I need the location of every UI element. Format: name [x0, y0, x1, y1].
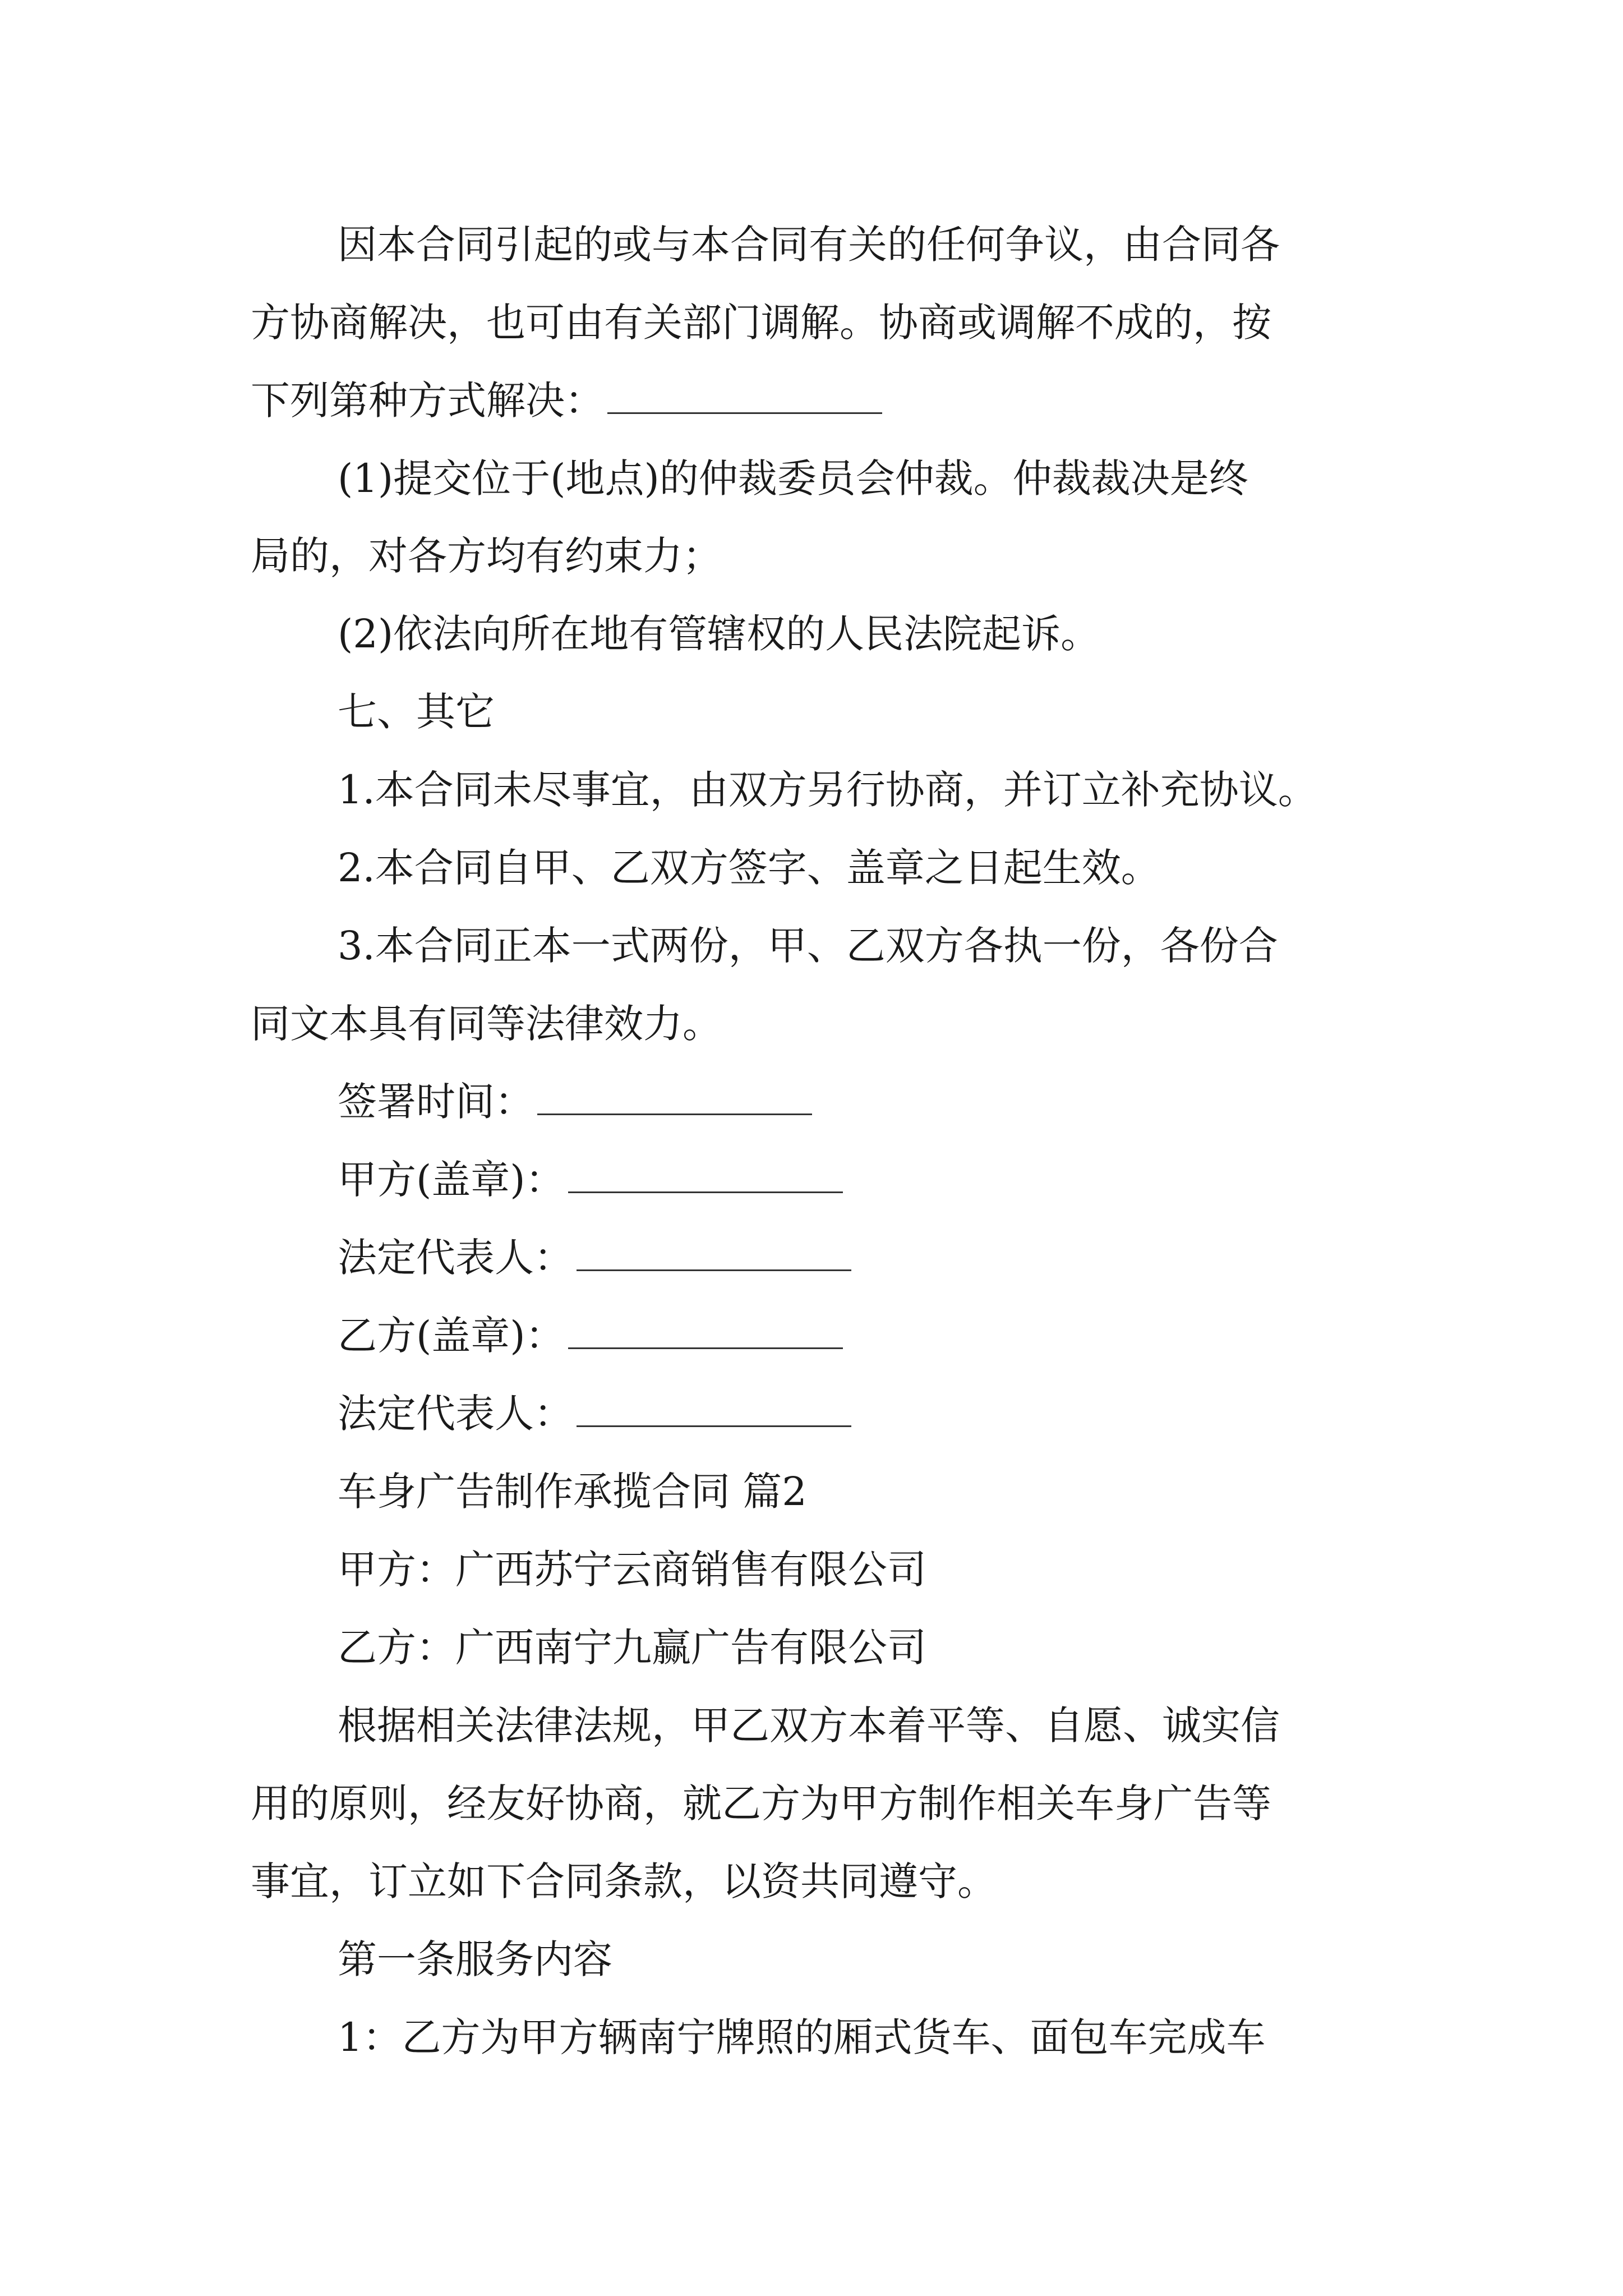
paragraph-line-with-blank: [251, 375, 882, 426]
paragraph-text: (2)依法向所在地有管辖权的人民法院起诉。: [338, 611, 1100, 657]
fill-in-blank: [577, 1419, 851, 1427]
paragraph-text: 因本合同引起的或与本合同有关的任何争议，由合同各: [338, 222, 1280, 268]
fill-in-blank: [607, 406, 882, 414]
party-b: 乙方：广西南宁九赢广告有限公司: [338, 1625, 926, 1671]
section-title: 车身广告制作承揽合同 篇2: [338, 1469, 807, 1515]
section-heading: 七、其它: [338, 689, 495, 735]
fill-in-blank: [577, 1263, 851, 1271]
paragraph-text: 方协商解决，也可由有关部门调解。协商或调解不成的，按: [251, 300, 1271, 346]
party-a-rep-label: 法定代表人：: [338, 1235, 573, 1281]
party-a-seal-line: [338, 1154, 843, 1205]
fill-in-blank: [537, 1107, 812, 1115]
list-item: 2.本合同自甲、乙双方签字、盖章之日起生效。: [338, 845, 1160, 891]
fill-in-blank: [568, 1341, 843, 1349]
paragraph-text: 局的，对各方均有约束力；: [251, 533, 722, 579]
article-text: 1：乙方为甲方辆南宁牌照的厢式货车、面包车完成车: [338, 2014, 1266, 2060]
party-a-rep-line: [338, 1232, 851, 1283]
paragraph-text: 下列第种方式解决：: [251, 378, 604, 424]
intro-text: 事宜，订立如下合同条款，以资共同遵守。: [251, 1858, 997, 1904]
list-item: 1.本合同未尽事宜，由双方另行协商，并订立补充协议。: [338, 767, 1317, 813]
party-a-seal-label: 甲方(盖章)：: [338, 1157, 565, 1203]
paragraph-text: (1)提交位于(地点)的仲裁委员会仲裁。仲裁裁决是终: [338, 455, 1248, 501]
signature-time-line: [338, 1076, 812, 1127]
signature-time-label: 签署时间：: [338, 1079, 534, 1125]
intro-text: 根据相关法律法规，甲乙双方本着平等、自愿、诚实信: [338, 1703, 1280, 1749]
fill-in-blank: [568, 1185, 843, 1193]
list-item: 3.本合同正本一式两份，甲、乙双方各执一份，各份合: [338, 923, 1278, 969]
article-title: 第一条服务内容: [338, 1936, 612, 1982]
party-b-seal-line: [338, 1310, 843, 1361]
party-a: 甲方：广西苏宁云商销售有限公司: [338, 1547, 926, 1593]
list-item-continued: 同文本具有同等法律效力。: [251, 1001, 722, 1047]
party-b-rep-label: 法定代表人：: [338, 1391, 573, 1437]
party-b-rep-line: [338, 1388, 851, 1439]
intro-text: 用的原则，经友好协商，就乙方为甲方制作相关车身广告等: [251, 1780, 1271, 1826]
party-b-seal-label: 乙方(盖章)：: [338, 1313, 565, 1359]
